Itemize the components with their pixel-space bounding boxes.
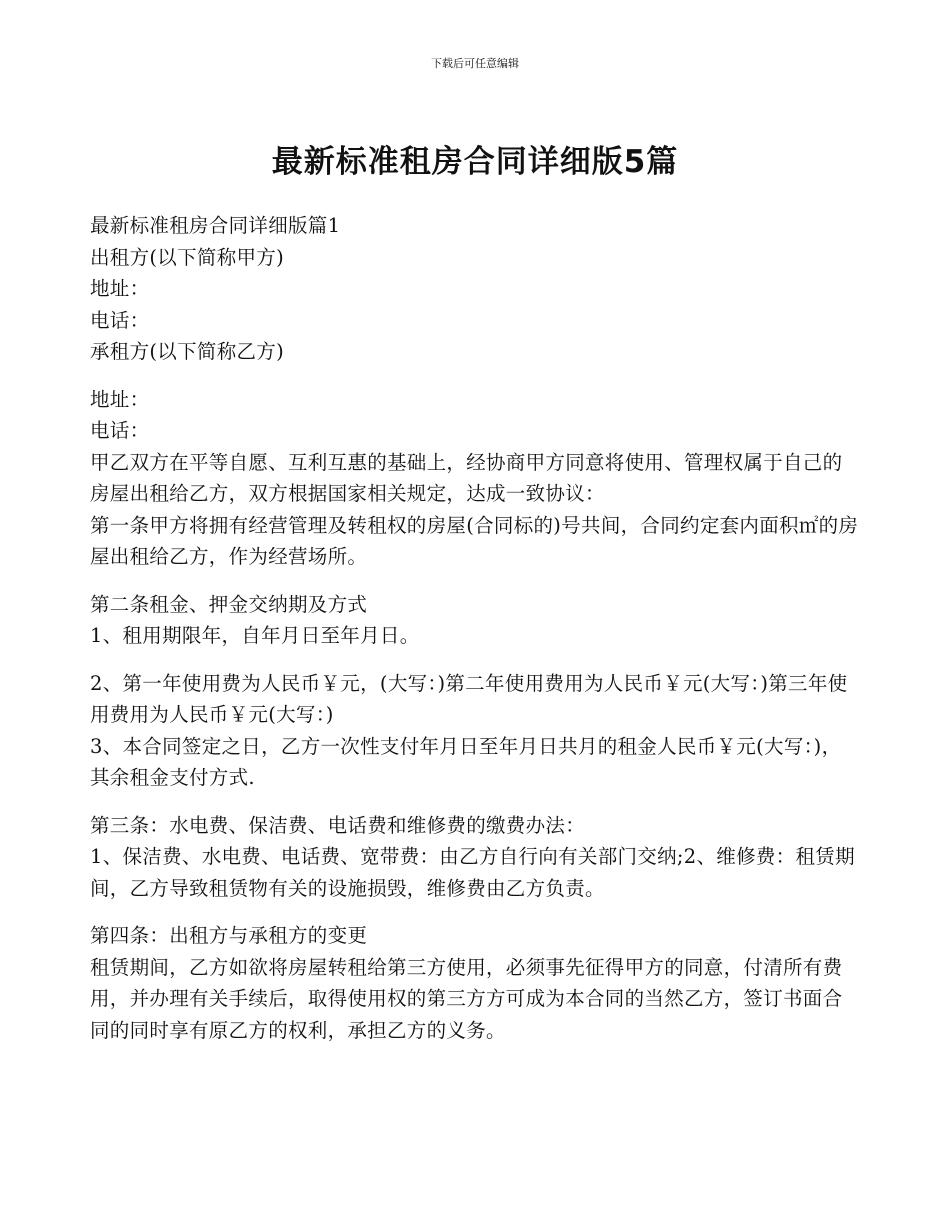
article-2-item-3: 3、本合同签定之日，乙方一次性支付年月日至年月日共月的租金人民币￥元(大写：)，其余租金支付方式. xyxy=(90,734,842,789)
document-body xyxy=(90,210,860,1046)
lessee-phone: 电话： xyxy=(90,419,150,442)
lessor-address: 地址： xyxy=(90,277,150,300)
article-1: 第一条甲方将拥有经营管理及转租权的房屋(合同标的)号共间，合同约定套内面积㎡的房屋出租给乙方，作为经营场所。 xyxy=(90,513,859,568)
lessor-phone: 电话： xyxy=(90,308,150,332)
article-2-heading: 第二条租金、押金交纳期及方式 xyxy=(90,592,368,616)
article-3-body: 1、保洁费、水电费、电话费、宽带费：由乙方自行向有关部门交纳;2、维修费：租赁期间，乙方导致租赁物有关的设施损毁，维修费由乙方负责。 xyxy=(90,845,855,900)
lessee-address: 地址： xyxy=(90,387,150,411)
document-title: 最新标准租房合同详细版5篇 xyxy=(271,144,679,180)
article-2-item-2: 2、第一年使用费为人民币￥元，(大写：)第二年使用费用为人民币￥元(大写：)第三年使用费用为人民币￥元(大写：) xyxy=(90,671,848,726)
article-2-item-1: 1、租用期限年，自年月日至年月日。 xyxy=(90,624,420,647)
article-4-heading: 第四条：出租方与承租方的变更 xyxy=(90,924,368,947)
article-3-heading: 第三条：水电费、保洁费、电话费和维修费的缴费办法： xyxy=(90,813,586,837)
article-4-body: 租赁期间，乙方如欲将房屋转租给第三方使用，必须事先征得甲方的同意，付清所有费用，并办理有关手续后，取得使用权的第三方方可成为本合同的当然乙方，签订书面合同的同时享有原乙方的权利，承担乙方的义务。 xyxy=(90,955,843,1042)
section-heading: 最新标准租房合同详细版篇1 xyxy=(90,214,341,237)
lessor-line: 出租方(以下简称甲方) xyxy=(90,245,285,269)
lessee-line: 承租方(以下简称乙方) xyxy=(90,340,285,363)
page-header-note: 下载后可任意编辑 xyxy=(431,57,519,70)
agreement-intro: 甲乙双方在平等自愿、互利互惠的基础上，经协商甲方同意将使用、管理权属于自己的房屋出租给乙方，双方根据国家相关规定，达成一致协议： xyxy=(90,450,843,505)
